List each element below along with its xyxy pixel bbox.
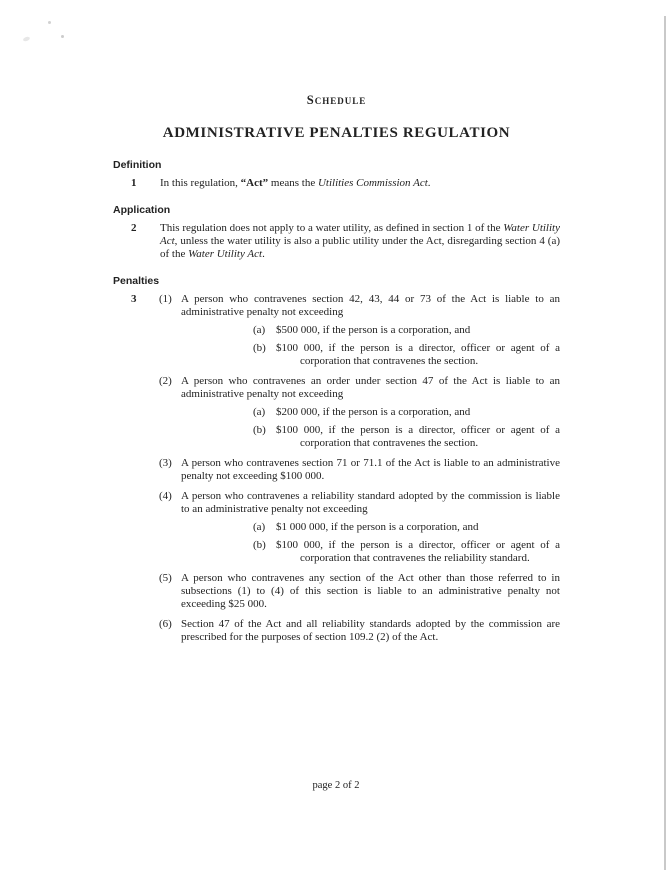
paragraph-text: $100 000, if the person is a director, officer or agent of a corporation that contravenes the section. bbox=[276, 342, 560, 367]
page-number-footer: page 2 of 2 bbox=[312, 780, 360, 791]
section-heading-definition: Definition bbox=[113, 159, 162, 171]
section-definition bbox=[113, 159, 560, 190]
paragraph-label: (b) bbox=[253, 342, 266, 354]
subsections bbox=[113, 293, 560, 644]
subsection-label: (3) bbox=[159, 457, 172, 469]
subsection-label: (2) bbox=[159, 375, 172, 387]
subsection-1 bbox=[113, 293, 560, 368]
subsection-3 bbox=[113, 457, 560, 483]
section-heading-penalties: Penalties bbox=[113, 275, 160, 287]
subsection-text: Section 47 of the Act and all reliability standards adopted by the commission are prescribed for the purposes of section 109.2 (2) of the Act. bbox=[181, 618, 560, 643]
subsection-text: A person who contravenes section 42, 43, 44 or 73 of the Act is liable to an administrative penalty not exceeding bbox=[181, 293, 560, 318]
paragraph-a bbox=[181, 521, 560, 534]
regulation-item-3 bbox=[113, 293, 560, 644]
section-text: This regulation does not apply to a water utility, as defined in section 1 of the Water Utility Act, unless the water utility is also a public utility under the Act, disregarding section 4 (a) of the Water Utility Act. bbox=[160, 222, 560, 260]
paragraph-label: (a) bbox=[253, 324, 266, 336]
subsection-5 bbox=[113, 572, 560, 611]
subsection-label: (6) bbox=[159, 618, 172, 630]
regulation-item-2 bbox=[113, 222, 560, 261]
subsection-2 bbox=[113, 375, 560, 450]
section-heading-application: Application bbox=[113, 204, 171, 216]
paragraph-text: $100 000, if the person is a director, officer or agent of a corporation that contravenes the reliability standard. bbox=[276, 539, 560, 564]
paragraph-text: $100 000, if the person is a director, officer or agent of a corporation that contravenes the section. bbox=[276, 424, 560, 449]
subsection-label: (4) bbox=[159, 490, 172, 502]
subsection-label: (1) bbox=[159, 293, 172, 305]
scan-edge-line bbox=[664, 16, 666, 870]
paragraph-b bbox=[181, 342, 560, 368]
subsection-6 bbox=[113, 618, 560, 644]
scan-speck bbox=[23, 36, 31, 42]
paragraph-text: $200 000, if the person is a corporation, and bbox=[276, 406, 471, 418]
subsection-label: (5) bbox=[159, 572, 172, 584]
scan-speck bbox=[48, 21, 51, 24]
subsection-text: A person who contravenes a reliability standard adopted by the commission is liable to an administrative penalty not exceeding bbox=[181, 490, 560, 515]
paragraph-label: (b) bbox=[253, 424, 266, 436]
subsection-text: A person who contravenes section 71 or 71.1 of the Act is liable to an administrative penalty not exceeding $100 000. bbox=[181, 457, 560, 482]
section-text: In this regulation, “Act” means the Utilities Commission Act. bbox=[160, 177, 431, 189]
subsection-text: A person who contravenes an order under section 47 of the Act is liable to an administrative penalty not exceeding bbox=[181, 375, 560, 400]
subsection-4 bbox=[113, 490, 560, 565]
subsection-text: A person who contravenes any section of the Act other than those referred to in subsections (1) to (4) of this section is liable to an administrative penalty not exceeding $25 000. bbox=[181, 572, 560, 610]
paragraph-text: $500 000, if the person is a corporation, and bbox=[276, 324, 471, 336]
section-number: 1 bbox=[131, 177, 137, 189]
paragraph-a bbox=[181, 406, 560, 419]
paragraph-a bbox=[181, 324, 560, 337]
section-number: 3 bbox=[131, 293, 137, 305]
section-penalties bbox=[113, 275, 560, 644]
paragraph-label: (b) bbox=[253, 539, 266, 551]
regulation-item-1 bbox=[113, 177, 560, 190]
scan-speck bbox=[61, 35, 64, 38]
paragraph-label: (a) bbox=[253, 406, 266, 418]
paragraph-label: (a) bbox=[253, 521, 266, 533]
paragraph-text: $1 000 000, if the person is a corporation, and bbox=[276, 521, 479, 533]
document-content bbox=[113, 94, 560, 658]
paragraph-b bbox=[181, 424, 560, 450]
paragraph-b bbox=[181, 539, 560, 565]
section-application bbox=[113, 204, 560, 261]
document-title: ADMINISTRATIVE PENALTIES REGULATION bbox=[162, 125, 511, 141]
schedule-heading: Schedule bbox=[306, 93, 367, 107]
section-number: 2 bbox=[131, 222, 137, 234]
